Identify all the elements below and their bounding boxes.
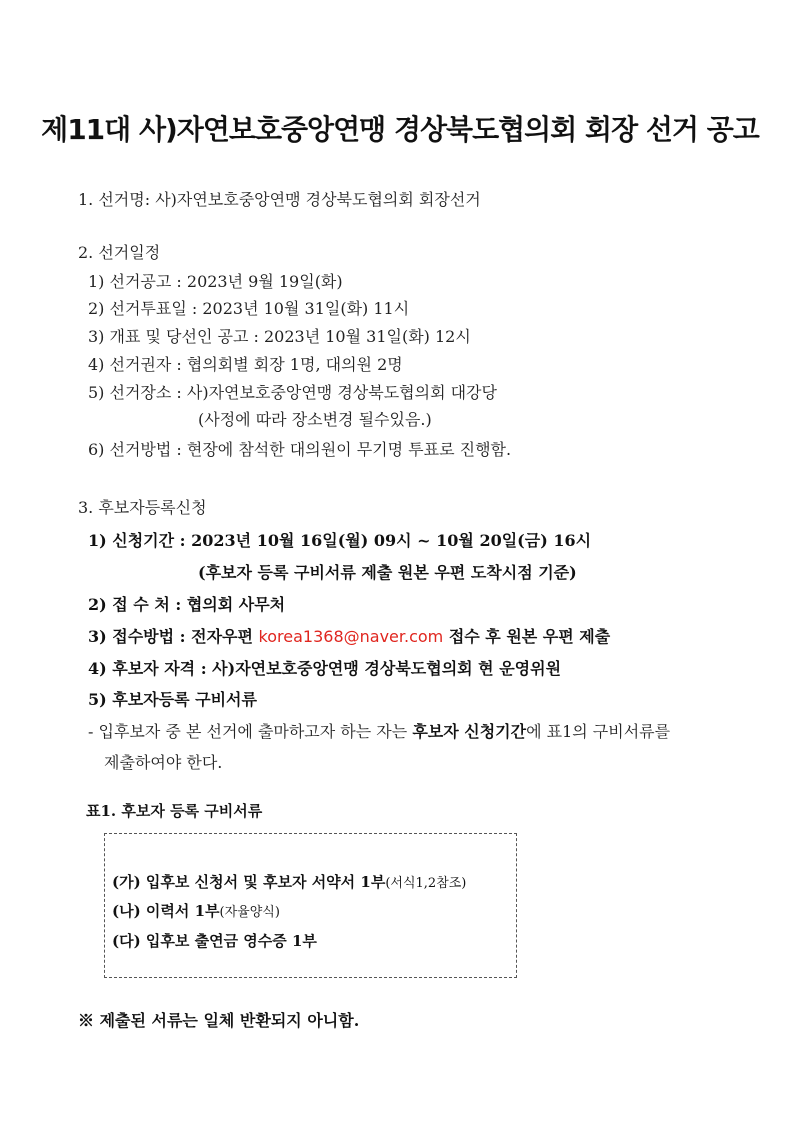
document-row-b [112, 902, 280, 922]
desc-post: 에 표1의 구비서류를 [526, 722, 671, 741]
required-documents-heading: 5) 후보자등록 구비서류 [88, 690, 257, 709]
schedule-item-method: 6) 선거방법 : 현장에 참석한 대의원이 무기명 투표로 진행함. [88, 440, 512, 459]
reception-method-suffix: 접수 후 원본 우편 제출 [443, 627, 611, 646]
application-period-note: (후보자 등록 구비서류 제출 원본 우편 도착시점 기준) [198, 563, 577, 582]
document-row-a [112, 873, 466, 893]
reception-method-prefix: 3) 접수방법 : 전자우편 [88, 627, 259, 646]
page-title: 제11대 사)자연보호중앙연맹 경상북도협의회 회장 선거 공고 [41, 113, 759, 146]
desc-bold: 후보자 신청기간 [412, 722, 527, 741]
candidate-qualification: 4) 후보자 자격 : 사)자연보호중앙연맹 경상북도협의회 현 운영위원 [88, 659, 562, 678]
desc-pre: - 입후보자 중 본 선거에 출마하고자 하는 자는 [88, 722, 413, 741]
schedule-item-counting: 3) 개표 및 당선인 공고 : 2023년 10월 31일(화) 12시 [88, 327, 471, 346]
application-period: 1) 신청기간 : 2023년 10월 16일(월) 09시 ~ 10월 20일(금) 16시 [88, 531, 592, 550]
footer-note: ※ 제출된 서류는 일체 반환되지 아니함. [78, 1011, 360, 1030]
table-1-caption: 표1. 후보자 등록 구비서류 [86, 802, 263, 820]
document-row-c [112, 932, 317, 950]
document-row-a-note: (서식1,2참조) [385, 876, 467, 891]
document-row-b-note: (자율양식) [219, 905, 280, 920]
document-row-c-main: (다) 입후보 출연금 영수증 1부 [112, 932, 317, 950]
section-1-heading: 1. 선거명: 사)자연보호중앙연맹 경상북도협의회 회장선거 [78, 190, 481, 209]
schedule-item-voters: 4) 선거권자 : 협의회별 회장 1명, 대의원 2명 [88, 355, 403, 374]
section-3-heading: 3. 후보자등록신청 [78, 498, 207, 517]
email-link[interactable]: korea1368@naver.com [258, 627, 444, 646]
document-row-a-main: (가) 입후보 신청서 및 후보자 서약서 1부 [112, 873, 386, 891]
required-documents-description [88, 722, 670, 742]
schedule-item-announcement: 1) 선거공고 : 2023년 9월 19일(화) [88, 272, 343, 291]
required-documents-description-cont: 제출하여야 한다. [104, 753, 223, 772]
schedule-item-venue: 5) 선거장소 : 사)자연보호중앙연맹 경상북도협의회 대강당 [88, 383, 497, 402]
section-2-heading: 2. 선거일정 [78, 243, 161, 262]
reception-method [88, 627, 610, 647]
schedule-item-voting-day: 2) 선거투표일 : 2023년 10월 31일(화) 11시 [88, 299, 410, 318]
schedule-item-venue-note: (사정에 따라 장소변경 될수있음.) [198, 410, 432, 429]
document-row-b-main: (나) 이력서 1부 [112, 902, 220, 920]
reception-office: 2) 접 수 처 : 협의회 사무처 [88, 595, 286, 614]
